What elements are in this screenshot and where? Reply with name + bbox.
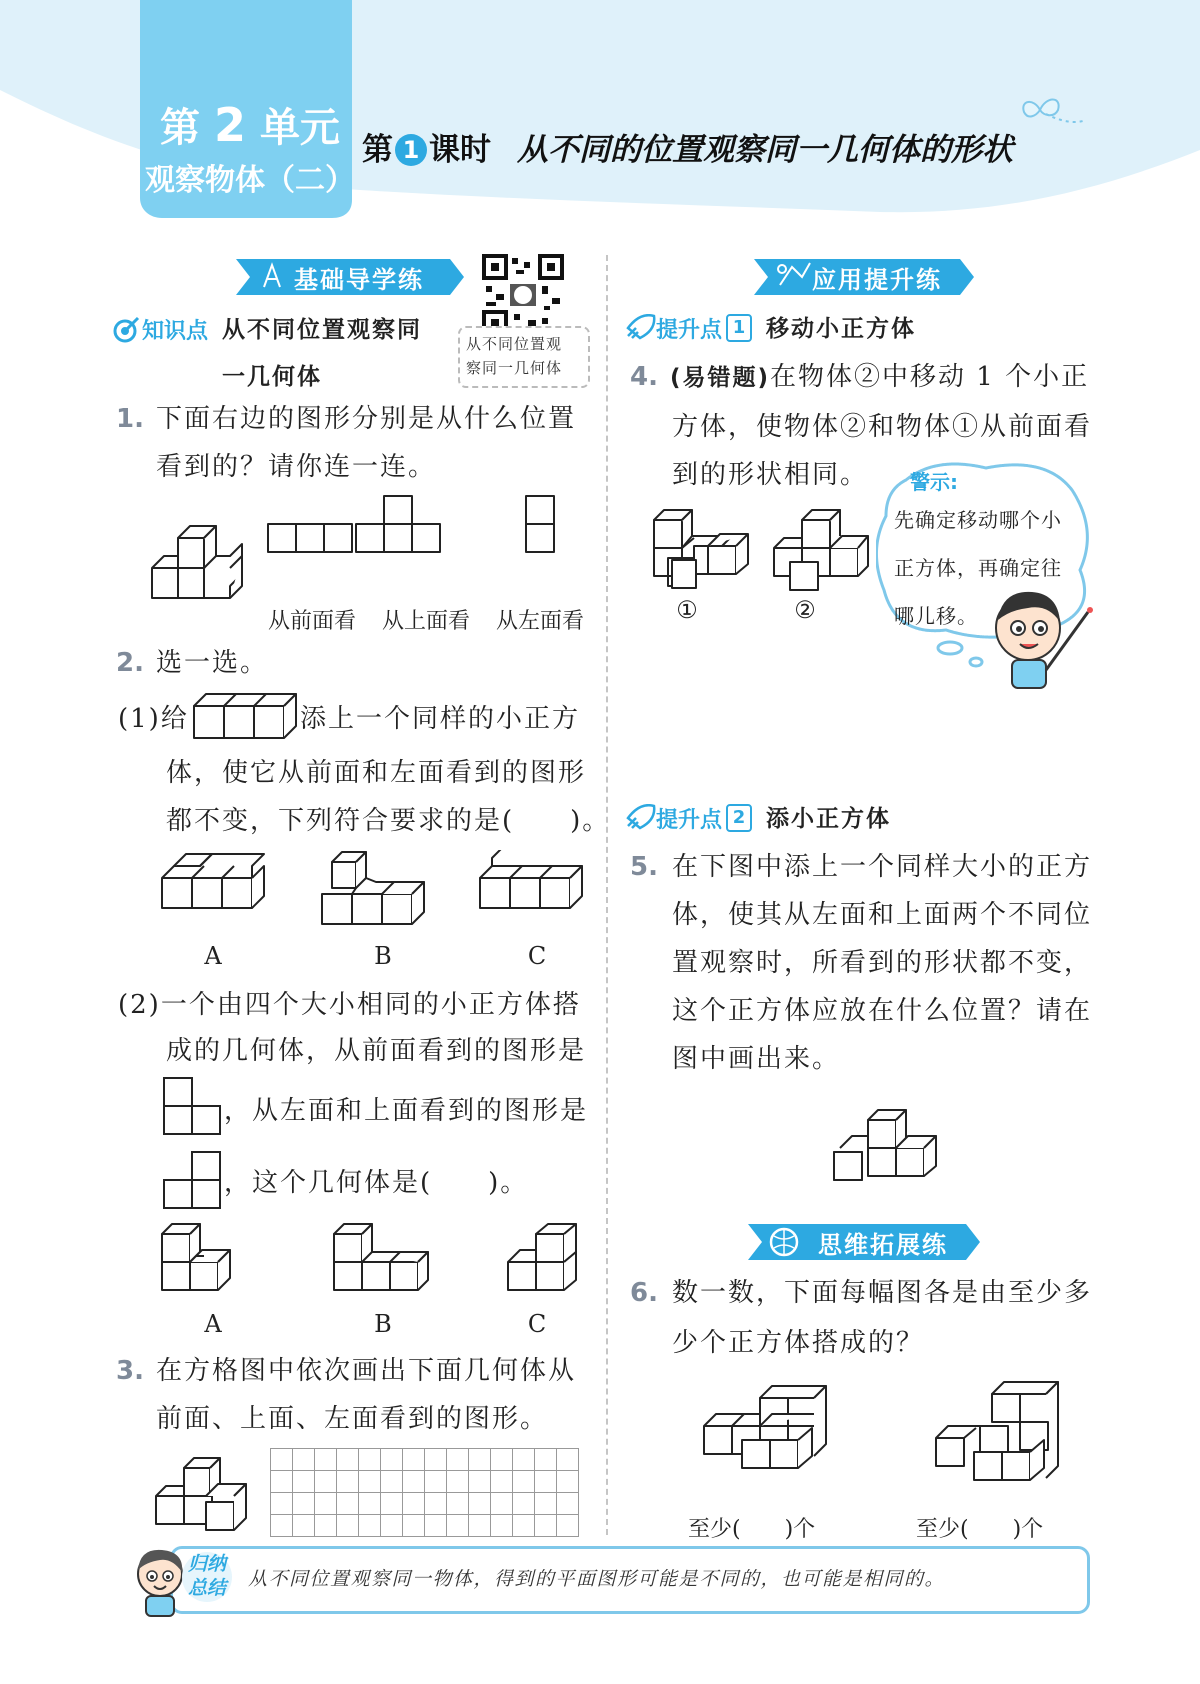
unit-number: 2: [213, 98, 246, 152]
q2-p2-options: [160, 1222, 600, 1294]
q6-line2: 少个正方体搭成的？: [672, 1328, 925, 1358]
q2-p2-option-b[interactable]: B: [374, 1310, 392, 1338]
q2-p2-option-a[interactable]: A: [204, 1310, 222, 1338]
q3-solid: [154, 1456, 254, 1534]
knowledge-title-2: 一几何体: [222, 364, 322, 390]
point1-label: 提升点: [656, 318, 723, 343]
hint-line: 哪儿移。: [894, 604, 978, 628]
q1-label-front: 从前面看: [268, 609, 357, 634]
q4-line1-rest: 在物体②中移动 1 个小正: [770, 362, 1090, 392]
q1-label-top: 从上面看: [382, 609, 471, 634]
q4-label-1: ①: [676, 596, 698, 624]
q2-p1-line2: 体，使它从前面和左面看到的图形: [166, 758, 587, 788]
q2-p2-side-view: [162, 1150, 226, 1212]
point1-num: 1: [726, 314, 752, 342]
q2-p2-line4: ，这个几何体是( )。: [224, 1168, 529, 1198]
unit-title: 观察物体（二）: [145, 163, 355, 198]
point1-title: 移动小正方体: [766, 316, 916, 342]
q2-p2-line2: 成的几何体，从前面看到的图形是: [166, 1036, 587, 1066]
rocket-icon: [626, 804, 656, 830]
summary-label-1: 归纳: [187, 1553, 226, 1575]
q1-line1: 下面右边的图形分别是从什么位置: [156, 404, 577, 434]
q5-line3: 置观察时，所看到的形状都不变，: [672, 948, 1093, 978]
basic-banner-text: 基础导学练: [294, 266, 424, 294]
q1-label-left: 从左面看: [496, 609, 585, 634]
q1-number: 1.: [116, 404, 144, 434]
q4-line1: [670, 360, 1089, 395]
q5-number: 5.: [630, 852, 658, 882]
q2-p2-front-view: [162, 1076, 226, 1136]
q5-line1: 在下图中添上一个同样大小的正方: [672, 852, 1093, 882]
hint-line: 先确定移动哪个小: [894, 508, 1062, 532]
q2-number: 2.: [116, 648, 144, 678]
unit-suffix: 单元: [259, 105, 340, 151]
q3-line1: 在方格图中依次画出下面几何体从: [156, 1356, 577, 1386]
q3-line2: 前面、上面、左面看到的图形。: [156, 1404, 549, 1434]
cartoon-boy-icon: [988, 582, 1108, 692]
q6-solids: [702, 1376, 1122, 1500]
qr-caption-line: 察同一几何体: [466, 359, 563, 377]
unit-label: [150, 100, 350, 153]
lesson-prefix: 第: [362, 132, 393, 168]
q2-p1-inline-solid: [192, 692, 302, 742]
summary-label: [182, 1552, 232, 1600]
q2-p2-line1: (2)一个由四个大小相同的小正方体搭: [118, 990, 581, 1020]
q2-title: 选一选。: [156, 648, 269, 678]
knowledge-label: 知识点: [142, 319, 209, 344]
q3-drawing-grid[interactable]: [270, 1448, 579, 1537]
q3-number: 3.: [116, 1356, 144, 1386]
qr-caption-line: 从不同位置观: [466, 335, 563, 353]
q5-line5: 图中画出来。: [672, 1044, 841, 1074]
lesson-suffix: 课时: [429, 132, 491, 168]
q4-number: 4.: [630, 362, 658, 392]
q2-p2-line3: ，从左面和上面看到的图形是: [224, 1096, 589, 1126]
summary-text: 从不同位置观察同一物体，得到的平面图形可能是不同的，也可能是相同的。: [248, 1568, 946, 1590]
q4-line3: 到的形状相同。: [672, 460, 869, 490]
target-icon: [112, 316, 140, 344]
q6-line1: 数一数，下面每幅图各是由至少多: [672, 1278, 1093, 1308]
q2-p1-options: [160, 850, 600, 930]
q2-p1-prefix: (1)给: [118, 704, 189, 734]
q1-figures: [150, 494, 590, 614]
q5-line2: 体，使其从左面和上面两个不同位: [672, 900, 1093, 930]
qr-code-icon[interactable]: [482, 254, 564, 336]
q6-answer-1[interactable]: 至少( )个: [688, 1517, 816, 1542]
hint-title: 警示:: [910, 470, 958, 494]
q1-line2: 看到的？请你连一连。: [156, 452, 437, 482]
hint-line: 正方体，再确定往: [894, 556, 1062, 580]
q4-line2: 方体，使物体②和物体①从前面看: [672, 412, 1093, 442]
qr-caption: [466, 332, 562, 380]
apply-banner-text: 应用提升练: [812, 266, 942, 294]
q2-p1-line1: 添上一个同样的小正方: [300, 704, 581, 734]
q4-tag: (易错题): [670, 365, 771, 391]
q6-answer-2[interactable]: 至少( )个: [916, 1517, 1044, 1542]
q2-p1-option-a[interactable]: A: [204, 942, 222, 970]
q5-solid[interactable]: [832, 1108, 942, 1188]
point2-label: 提升点: [656, 808, 723, 833]
q4-solids: [652, 508, 872, 598]
lesson-title: 从不同的位置观察同一几何体的形状: [517, 132, 1013, 168]
q4-label-2: ②: [794, 596, 816, 624]
q2-p1-option-b[interactable]: B: [374, 942, 392, 970]
knowledge-title-1: 从不同位置观察同: [222, 317, 422, 343]
q6-number: 6.: [630, 1278, 658, 1308]
thinking-banner-text: 思维拓展练: [818, 1231, 948, 1259]
q2-p1-option-c[interactable]: C: [527, 942, 547, 970]
column-divider: [606, 255, 608, 1535]
q2-p2-option-c[interactable]: C: [527, 1310, 547, 1338]
rocket-icon: [626, 314, 656, 340]
lesson-title-row: [362, 124, 1013, 169]
point2-num: 2: [726, 804, 752, 832]
point2-title: 添小正方体: [766, 806, 891, 832]
lesson-number-badge: 1: [395, 134, 427, 166]
q5-line4: 这个正方体应放在什么位置？请在: [672, 996, 1093, 1026]
summary-label-2: 总结: [187, 1577, 226, 1599]
unit-prefix: 第: [160, 105, 201, 151]
q2-p1-line3: 都不变，下列符合要求的是( )。: [166, 806, 611, 836]
